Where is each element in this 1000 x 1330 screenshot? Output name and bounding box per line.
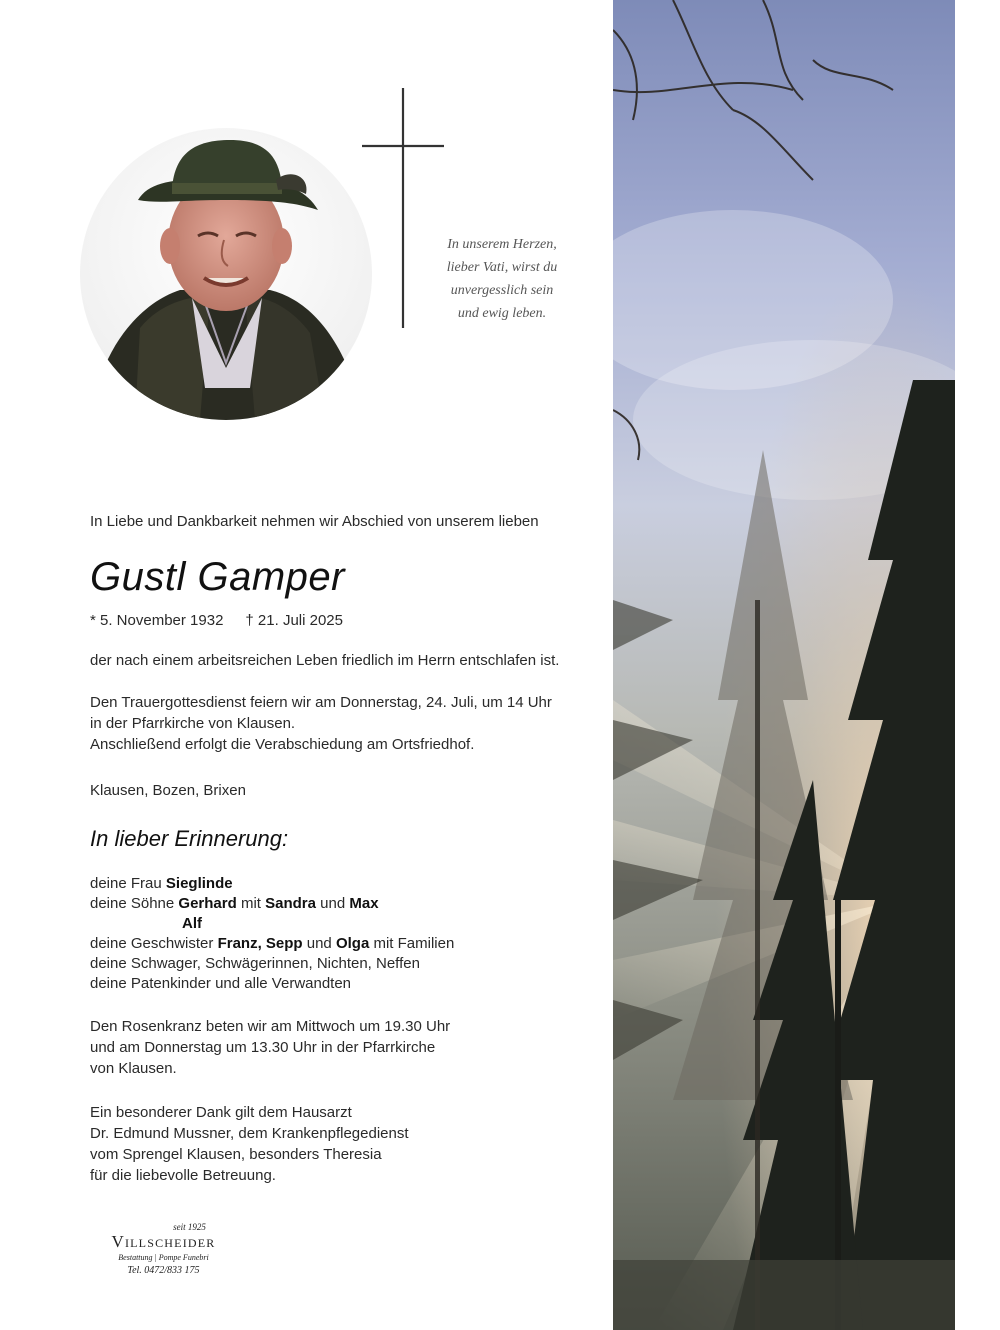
thanks-line: für die liebevolle Betreuung. (90, 1167, 276, 1184)
family-line-son2 (90, 913, 610, 933)
portrait-photo (80, 128, 372, 420)
memory-heading: In lieber Erinnerung: (90, 826, 289, 851)
sibling-name: Olga (335, 935, 370, 952)
thanks-line: Dr. Edmund Mussner, dem Krankenpflegedienst (90, 1125, 409, 1142)
life-dates (90, 612, 343, 629)
service-line: in der Pfarrkirche von Klausen. (90, 715, 296, 732)
family-list (90, 873, 610, 993)
forest-image (613, 0, 955, 1330)
son-name: Gerhard (178, 895, 237, 912)
rosary-info (90, 1016, 510, 1079)
birth-date: * 5. November 1932 (90, 612, 224, 629)
rosary-line: Den Rosenkranz beten wir am Mittwoch um 19.30 Uhr (90, 1018, 451, 1035)
places: Klausen, Bozen, Brixen (90, 782, 246, 799)
partner-name: Max (349, 895, 379, 912)
rosary-line: von Klausen. (90, 1060, 177, 1077)
quote-line: In unserem Herzen, (447, 237, 557, 252)
family-line-inlaws: deine Schwager, Schwägerinnen, Nichten, Neffen (90, 955, 420, 972)
intro-text: In Liebe und Dankbarkeit nehmen wir Abschied von unserem lieben (90, 513, 539, 530)
thanks-line: Ein besonderer Dank gilt dem Hausarzt (90, 1104, 352, 1121)
quote-line: und ewig leben. (457, 306, 547, 321)
logo-subtitle: Bestattung | Pompe Funebri (118, 1253, 209, 1262)
family-line-sons: deine Söhne Gerhard mit Sandra und Max (90, 895, 379, 912)
deceased-name: Gustl Gamper (90, 555, 345, 599)
thanks-text (90, 1102, 510, 1186)
funeral-home-logo (96, 1222, 231, 1276)
death-date: † 21. Juli 2025 (245, 612, 343, 629)
thanks-line: vom Sprengel Klausen, besonders Theresia (90, 1146, 382, 1163)
logo-brand: Villscheider (111, 1232, 216, 1251)
service-info (90, 692, 610, 755)
service-line: Anschließend erfolgt die Verabschiedung am Ortsfriedhof. (90, 736, 475, 753)
family-line-siblings: deine Geschwister Franz, Sepp und Olga mit Familien (90, 935, 455, 952)
quote-line: unvergesslich sein (450, 283, 554, 298)
quote (432, 233, 572, 325)
siblings-names: Franz, Sepp (217, 935, 303, 952)
wife-name: Sieglinde (165, 875, 233, 892)
logo-since: seit 1925 (173, 1222, 206, 1232)
partner-name: Sandra (265, 895, 316, 912)
service-line: Den Trauergottesdienst feiern wir am Donnerstag, 24. Juli, um 14 Uhr (90, 694, 552, 711)
passed-text: der nach einem arbeitsreichen Leben friedlich im Herrn entschlafen ist. (90, 652, 560, 669)
logo-phone: Tel. 0472/833 175 (127, 1265, 200, 1276)
son-name: Alf (182, 915, 202, 932)
family-line-wife: deine Frau Sieglinde (90, 875, 233, 892)
quote-line: lieber Vati, wirst du (446, 260, 558, 275)
rosary-line: und am Donnerstag um 13.30 Uhr in der Pfarrkirche (90, 1039, 436, 1056)
family-line-godchildren: deine Patenkinder und alle Verwandten (90, 975, 352, 992)
